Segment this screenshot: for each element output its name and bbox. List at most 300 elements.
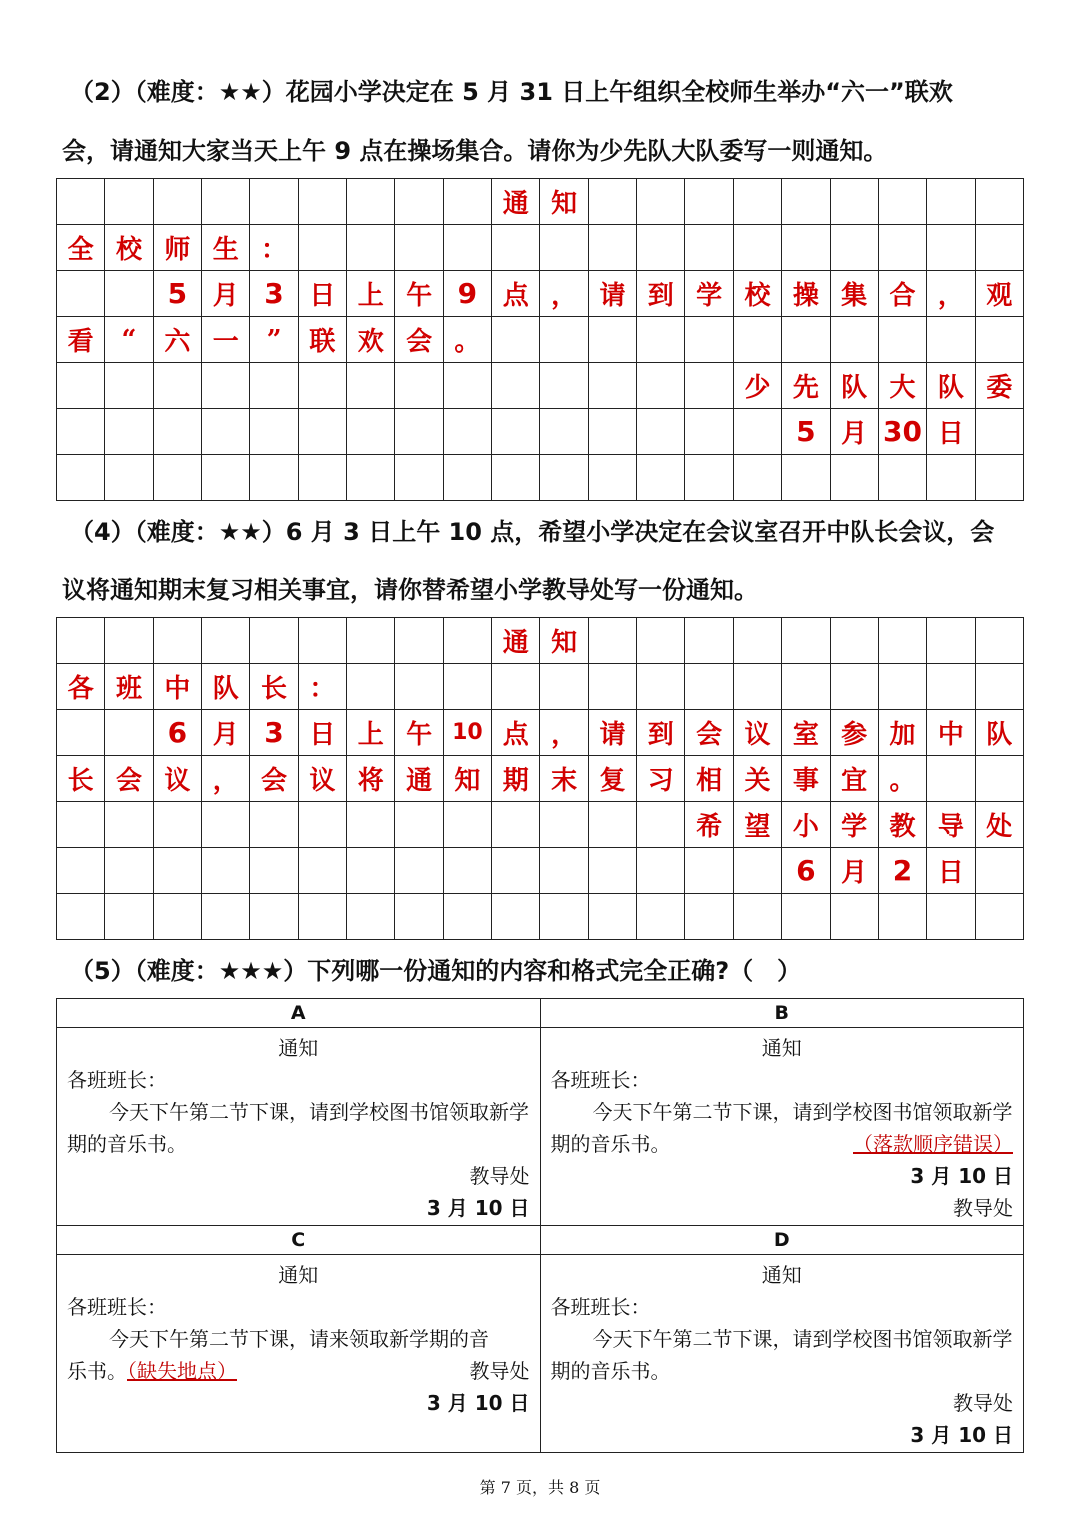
- grid-cell: 中: [153, 664, 201, 710]
- grid-cell: [733, 455, 781, 501]
- grid-cell: 午: [395, 271, 443, 317]
- grid-cell: [588, 894, 636, 940]
- grid-cell: [975, 225, 1023, 271]
- grid-cell: [540, 455, 588, 501]
- grid-cell: [685, 179, 733, 225]
- grid-cell: [443, 664, 491, 710]
- grid-cell: [105, 710, 153, 756]
- grid-cell: [540, 409, 588, 455]
- grid-cell: [637, 618, 685, 664]
- grid-cell: 学: [830, 802, 878, 848]
- grid-cell: [830, 225, 878, 271]
- grid-row: [57, 271, 1024, 317]
- grid-cell: [202, 363, 250, 409]
- grid-cell: 通: [395, 756, 443, 802]
- grid-cell: 队: [927, 363, 975, 409]
- grid-cell: 期: [492, 756, 540, 802]
- grid-cell: 日: [927, 848, 975, 894]
- grid-cell: [975, 894, 1023, 940]
- grid-cell: [782, 225, 830, 271]
- grid-cell: [57, 455, 105, 501]
- grid-cell: “: [105, 317, 153, 363]
- grid-cell: [588, 409, 636, 455]
- notice-title: 通知: [278, 1036, 319, 1060]
- grid-cell: 到: [637, 710, 685, 756]
- notice-recipient: 各班班长：: [550, 1295, 651, 1319]
- grid-cell: 班: [105, 664, 153, 710]
- grid-cell: 议: [733, 710, 781, 756]
- grid-cell: [347, 455, 395, 501]
- grid-cell: 长: [57, 756, 105, 802]
- grid-cell: 希: [685, 802, 733, 848]
- grid-cell: [250, 455, 298, 501]
- grid-cell: [443, 802, 491, 848]
- grid-cell: [588, 664, 636, 710]
- grid-cell: [588, 225, 636, 271]
- grid-cell: [395, 225, 443, 271]
- grid-cell: 各: [57, 664, 105, 710]
- grid-cell: [153, 179, 201, 225]
- grid-cell: [540, 225, 588, 271]
- grid-cell: [395, 848, 443, 894]
- grid-cell: 一: [202, 317, 250, 363]
- grid-cell: 少: [733, 363, 781, 409]
- grid-cell: [588, 455, 636, 501]
- grid-cell: 。: [878, 756, 926, 802]
- grid-cell: [443, 179, 491, 225]
- grid-cell: 月: [202, 710, 250, 756]
- grid-cell: [443, 848, 491, 894]
- grid-cell: 6: [782, 848, 830, 894]
- grid-row: [57, 317, 1024, 363]
- grid-cell: 学: [685, 271, 733, 317]
- grid-cell: [588, 363, 636, 409]
- grid-cell: 5: [153, 271, 201, 317]
- grid-cell: [347, 618, 395, 664]
- grid-cell: [57, 894, 105, 940]
- grid-cell: 请: [588, 271, 636, 317]
- q5-choices-table: [56, 998, 1024, 1453]
- grid-cell: ，: [540, 271, 588, 317]
- grid-cell: 队: [202, 664, 250, 710]
- grid-cell: 3: [250, 710, 298, 756]
- notice-body-end: 乐书。: [67, 1359, 127, 1383]
- grid-row: [57, 363, 1024, 409]
- grid-cell: 议: [153, 756, 201, 802]
- grid-cell: [298, 894, 346, 940]
- grid-cell: 校: [105, 225, 153, 271]
- grid-cell: [782, 664, 830, 710]
- grid-cell: [153, 802, 201, 848]
- notice-body: 今天下午第二节下课，请来领取新学期的音: [109, 1327, 489, 1351]
- grid-cell: 通: [492, 618, 540, 664]
- grid-cell: [975, 618, 1023, 664]
- grid-cell: 会: [105, 756, 153, 802]
- grid-cell: [733, 409, 781, 455]
- grid-cell: [298, 802, 346, 848]
- grid-cell: [57, 409, 105, 455]
- grid-cell: [298, 455, 346, 501]
- grid-cell: 生: [202, 225, 250, 271]
- grid-cell: [637, 179, 685, 225]
- grid-cell: [637, 802, 685, 848]
- error-note: （缺失地点）: [127, 1359, 237, 1383]
- grid-cell: [637, 225, 685, 271]
- grid-cell: ”: [250, 317, 298, 363]
- grid-cell: [347, 894, 395, 940]
- notice-date: 3 月 10 日: [910, 1423, 1013, 1447]
- q4-line2: 议将通知期末复习相关事宜，请你替希望小学教导处写一份通知。: [62, 576, 758, 604]
- notice-body: 今天下午第二节下课，请到学校图书馆领取新学期的音乐书。: [550, 1100, 1013, 1156]
- grid-cell: 月: [202, 271, 250, 317]
- grid-cell: [733, 179, 781, 225]
- grid-cell: 六: [153, 317, 201, 363]
- grid-cell: [298, 225, 346, 271]
- grid-cell: [830, 618, 878, 664]
- grid-cell: 日: [927, 409, 975, 455]
- grid-cell: ，: [202, 756, 250, 802]
- notice-body: 今天下午第二节下课，请到学校图书馆领取新学期的音乐书。: [550, 1327, 1013, 1383]
- grid-cell: [492, 225, 540, 271]
- grid-cell: 大: [878, 363, 926, 409]
- grid-cell: [105, 848, 153, 894]
- grid-cell: 日: [298, 271, 346, 317]
- grid-cell: [492, 802, 540, 848]
- grid-cell: [830, 179, 878, 225]
- grid-cell: 知: [443, 756, 491, 802]
- grid-cell: [588, 179, 636, 225]
- grid-cell: 午: [395, 710, 443, 756]
- grid-cell: [153, 409, 201, 455]
- grid-cell: [202, 894, 250, 940]
- grid-cell: [685, 409, 733, 455]
- grid-cell: [878, 664, 926, 710]
- grid-cell: [105, 618, 153, 664]
- grid-cell: [588, 618, 636, 664]
- grid-cell: [202, 618, 250, 664]
- grid-cell: [57, 179, 105, 225]
- grid-cell: [395, 618, 443, 664]
- grid-cell: [395, 409, 443, 455]
- grid-cell: [443, 409, 491, 455]
- grid-cell: [105, 802, 153, 848]
- grid-cell: 会: [250, 756, 298, 802]
- grid-cell: 加: [878, 710, 926, 756]
- grid-cell: [250, 179, 298, 225]
- option-c-card: [57, 1255, 541, 1453]
- grid-cell: [492, 455, 540, 501]
- grid-cell: 合: [878, 271, 926, 317]
- notice-sign: 教导处: [469, 1359, 530, 1383]
- grid-cell: 先: [782, 363, 830, 409]
- grid-cell: [733, 894, 781, 940]
- grid-cell: [153, 894, 201, 940]
- grid-cell: [153, 618, 201, 664]
- grid-cell: [637, 455, 685, 501]
- grid-cell: [975, 317, 1023, 363]
- grid-cell: [637, 894, 685, 940]
- grid-cell: [685, 363, 733, 409]
- grid-cell: 月: [830, 848, 878, 894]
- grid-cell: [105, 363, 153, 409]
- grid-cell: 中: [927, 710, 975, 756]
- grid-cell: [830, 317, 878, 363]
- grid-cell: [782, 618, 830, 664]
- notice-recipient: 各班班长：: [550, 1068, 651, 1092]
- notice-title: 通知: [278, 1263, 319, 1287]
- grid-cell: [443, 225, 491, 271]
- grid-cell: [588, 802, 636, 848]
- grid-cell: [153, 848, 201, 894]
- grid-row: [57, 618, 1024, 664]
- notice-title: 通知: [761, 1263, 802, 1287]
- grid-cell: [927, 894, 975, 940]
- grid-cell: [347, 409, 395, 455]
- grid-cell: [733, 664, 781, 710]
- grid-cell: [347, 363, 395, 409]
- grid-cell: [830, 664, 878, 710]
- q2-answer-grid: [56, 178, 1024, 501]
- notice-sign: 教导处: [953, 1196, 1013, 1220]
- grid-cell: 30: [878, 409, 926, 455]
- grid-cell: 知: [540, 179, 588, 225]
- grid-cell: ，: [540, 710, 588, 756]
- grid-cell: [57, 271, 105, 317]
- grid-cell: [298, 848, 346, 894]
- grid-cell: [250, 409, 298, 455]
- grid-cell: [733, 317, 781, 363]
- grid-cell: [443, 618, 491, 664]
- grid-cell: [347, 848, 395, 894]
- page-footer: 第 7 页，共 8 页: [479, 1478, 601, 1497]
- grid-cell: 5: [782, 409, 830, 455]
- grid-cell: [927, 179, 975, 225]
- grid-cell: [395, 455, 443, 501]
- notice-date: 3 月 10 日: [910, 1164, 1013, 1188]
- grid-cell: [927, 317, 975, 363]
- grid-cell: 9: [443, 271, 491, 317]
- grid-cell: [878, 894, 926, 940]
- grid-cell: [492, 409, 540, 455]
- grid-cell: 参: [830, 710, 878, 756]
- grid-cell: [685, 848, 733, 894]
- grid-cell: 日: [298, 710, 346, 756]
- notice-body-continued: [57, 1355, 540, 1387]
- grid-cell: 操: [782, 271, 830, 317]
- grid-cell: 2: [878, 848, 926, 894]
- grid-cell: [202, 848, 250, 894]
- grid-cell: 宜: [830, 756, 878, 802]
- grid-cell: ，: [927, 271, 975, 317]
- grid-row: [57, 455, 1024, 501]
- grid-cell: [395, 664, 443, 710]
- notice-sign: 教导处: [953, 1391, 1013, 1415]
- grid-cell: [395, 802, 443, 848]
- grid-cell: 教: [878, 802, 926, 848]
- notice-date: 3 月 10 日: [426, 1196, 530, 1220]
- grid-cell: 10: [443, 710, 491, 756]
- option-c-header: C: [57, 1226, 541, 1255]
- grid-cell: [540, 317, 588, 363]
- grid-cell: [588, 317, 636, 363]
- grid-cell: [975, 455, 1023, 501]
- q4-line1: （4）（难度：★★）6 月 3 日上午 10 点，希望小学决定在会议室召开中队长会议，会: [70, 518, 995, 546]
- grid-row: [57, 710, 1024, 756]
- grid-cell: [540, 363, 588, 409]
- grid-cell: 室: [782, 710, 830, 756]
- grid-cell: 观: [975, 271, 1023, 317]
- option-a-header: A: [57, 999, 541, 1028]
- grid-cell: [395, 363, 443, 409]
- grid-cell: 处: [975, 802, 1023, 848]
- grid-cell: [347, 664, 395, 710]
- q4-answer-grid: [56, 617, 1024, 940]
- grid-cell: [202, 409, 250, 455]
- grid-cell: [685, 317, 733, 363]
- grid-cell: 全: [57, 225, 105, 271]
- grid-cell: 上: [347, 271, 395, 317]
- option-d-header: D: [540, 1226, 1024, 1255]
- grid-cell: [153, 455, 201, 501]
- grid-cell: [685, 664, 733, 710]
- grid-cell: 相: [685, 756, 733, 802]
- grid-cell: 师: [153, 225, 201, 271]
- grid-cell: 小: [782, 802, 830, 848]
- grid-cell: [927, 664, 975, 710]
- grid-cell: 关: [733, 756, 781, 802]
- grid-cell: [685, 225, 733, 271]
- grid-cell: [637, 363, 685, 409]
- grid-cell: [927, 618, 975, 664]
- notice-body: 今天下午第二节下课，请到学校图书馆领取新学期的音乐书。: [67, 1100, 529, 1156]
- grid-cell: [492, 317, 540, 363]
- error-note: （落款顺序错误）: [853, 1132, 1013, 1156]
- grid-cell: [347, 225, 395, 271]
- grid-cell: 议: [298, 756, 346, 802]
- grid-cell: [250, 848, 298, 894]
- grid-cell: [975, 179, 1023, 225]
- grid-row: [57, 179, 1024, 225]
- grid-cell: [57, 363, 105, 409]
- grid-cell: 欢: [347, 317, 395, 363]
- grid-cell: [105, 179, 153, 225]
- grid-cell: [927, 225, 975, 271]
- grid-row: [57, 848, 1024, 894]
- grid-cell: [878, 225, 926, 271]
- grid-cell: 月: [830, 409, 878, 455]
- grid-cell: [637, 409, 685, 455]
- grid-cell: 校: [733, 271, 781, 317]
- grid-cell: 请: [588, 710, 636, 756]
- grid-row: [57, 756, 1024, 802]
- notice-recipient: 各班班长：: [67, 1295, 167, 1319]
- grid-cell: [250, 802, 298, 848]
- grid-cell: [733, 225, 781, 271]
- grid-cell: [250, 618, 298, 664]
- grid-cell: [395, 894, 443, 940]
- grid-cell: [637, 848, 685, 894]
- grid-cell: 队: [975, 710, 1023, 756]
- notice-recipient: 各班班长：: [67, 1068, 167, 1092]
- grid-cell: [298, 179, 346, 225]
- grid-cell: [637, 317, 685, 363]
- grid-cell: 。: [443, 317, 491, 363]
- notice-sign: 教导处: [469, 1164, 530, 1188]
- grid-row: [57, 409, 1024, 455]
- grid-cell: [975, 409, 1023, 455]
- grid-cell: 集: [830, 271, 878, 317]
- grid-row: [57, 802, 1024, 848]
- grid-cell: 通: [492, 179, 540, 225]
- grid-cell: [492, 664, 540, 710]
- q5-line: （5）（难度：★★★）下列哪一份通知的内容和格式完全正确?（ ）: [70, 957, 802, 985]
- grid-cell: [202, 455, 250, 501]
- grid-cell: [975, 848, 1023, 894]
- grid-cell: 6: [153, 710, 201, 756]
- grid-cell: [588, 848, 636, 894]
- grid-cell: ：: [250, 225, 298, 271]
- grid-cell: [878, 618, 926, 664]
- grid-cell: [57, 802, 105, 848]
- grid-cell: [443, 363, 491, 409]
- grid-cell: [782, 317, 830, 363]
- notice-date: 3 月 10 日: [426, 1391, 530, 1415]
- q2-line2: 会，请通知大家当天上午 9 点在操场集合。请你为少先队大队委写一则通知。: [62, 137, 888, 165]
- grid-cell: [782, 179, 830, 225]
- grid-cell: [202, 802, 250, 848]
- grid-cell: 委: [975, 363, 1023, 409]
- grid-cell: [105, 409, 153, 455]
- grid-cell: [347, 802, 395, 848]
- grid-cell: [298, 618, 346, 664]
- grid-cell: [975, 664, 1023, 710]
- grid-cell: 事: [782, 756, 830, 802]
- grid-cell: [57, 848, 105, 894]
- option-b-card: [540, 1028, 1024, 1226]
- grid-cell: 导: [927, 802, 975, 848]
- grid-cell: 到: [637, 271, 685, 317]
- notice-title: 通知: [761, 1036, 802, 1060]
- grid-cell: [540, 664, 588, 710]
- grid-cell: [685, 618, 733, 664]
- grid-row: [57, 225, 1024, 271]
- grid-row: [57, 664, 1024, 710]
- grid-cell: [733, 848, 781, 894]
- grid-cell: [492, 848, 540, 894]
- grid-cell: [927, 756, 975, 802]
- option-d-card: [540, 1255, 1024, 1453]
- grid-cell: 复: [588, 756, 636, 802]
- grid-cell: 上: [347, 710, 395, 756]
- grid-cell: [733, 618, 781, 664]
- grid-cell: ：: [298, 664, 346, 710]
- grid-cell: 3: [250, 271, 298, 317]
- grid-cell: [57, 618, 105, 664]
- grid-cell: [830, 455, 878, 501]
- grid-cell: 望: [733, 802, 781, 848]
- grid-cell: [492, 894, 540, 940]
- grid-cell: [782, 455, 830, 501]
- grid-cell: [878, 317, 926, 363]
- grid-cell: [443, 455, 491, 501]
- grid-cell: 会: [395, 317, 443, 363]
- grid-cell: 长: [250, 664, 298, 710]
- grid-cell: [540, 848, 588, 894]
- grid-cell: 会: [685, 710, 733, 756]
- grid-cell: [395, 179, 443, 225]
- grid-cell: [153, 363, 201, 409]
- grid-cell: [443, 894, 491, 940]
